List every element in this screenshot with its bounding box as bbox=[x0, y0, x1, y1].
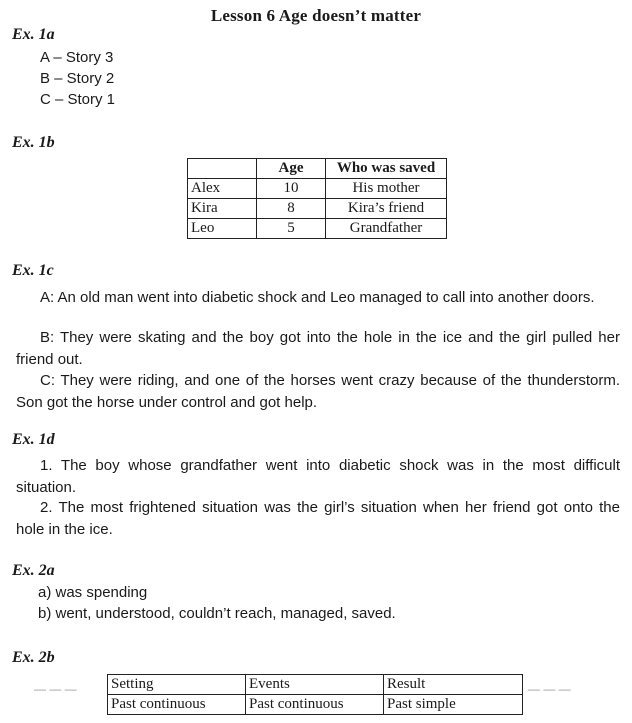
table-cell: Alex bbox=[188, 179, 257, 199]
ex-1c-paragraph: B: They were skating and the boy got into the hole in the ice and the girl pulled her friend out. bbox=[16, 329, 620, 368]
ex-1c-paragraph: C: They were riding, and one of the horses went crazy because of the thunderstorm. Son got the horse under control and got help. bbox=[16, 372, 620, 411]
ex-2a-label: Ex. 2a bbox=[12, 562, 55, 579]
ex-1a-item: C – Story 1 bbox=[40, 91, 116, 108]
ex-1c-label: Ex. 1c bbox=[12, 262, 54, 279]
ex-1d-paragraph: 1. The boy whose grandfather went into diabetic shock was in the most difficult situation. bbox=[16, 457, 620, 496]
ex-2a-item: b) went, understood, couldn’t reach, managed, saved. bbox=[38, 605, 396, 622]
ex-1a-label: Ex. 1a bbox=[12, 26, 55, 43]
table-header-cell: Who was saved bbox=[326, 159, 447, 179]
ex-1d-label: Ex. 1d bbox=[12, 431, 55, 448]
page-title: Lesson 6 Age doesn’t matter bbox=[210, 6, 422, 25]
ex-1a-item: B – Story 2 bbox=[40, 70, 115, 87]
table-header-cell: Age bbox=[257, 159, 326, 179]
table-cell: Past simple bbox=[384, 695, 523, 715]
ex-2b-label: Ex. 2b bbox=[12, 649, 55, 666]
divider-dashes: — — — bbox=[34, 682, 77, 696]
table-cell: Result bbox=[384, 675, 523, 695]
table-row bbox=[188, 179, 447, 199]
table-cell: Leo bbox=[188, 219, 257, 239]
table-cell: 5 bbox=[257, 219, 326, 239]
ex-2b-table bbox=[107, 674, 523, 715]
table-cell: Kira’s friend bbox=[326, 199, 447, 219]
table-cell: Past continuous bbox=[246, 695, 384, 715]
table-cell: 10 bbox=[257, 179, 326, 199]
ex-1a-item: A – Story 3 bbox=[40, 49, 114, 66]
table-cell: His mother bbox=[326, 179, 447, 199]
table-row bbox=[188, 199, 447, 219]
ex-1b-table bbox=[187, 158, 447, 239]
ex-1b-label: Ex. 1b bbox=[12, 134, 55, 151]
table-cell: Events bbox=[246, 675, 384, 695]
ex-1d-paragraph: 2. The most frightened situation was the girl’s situation when her friend got onto the hole in the ice. bbox=[16, 499, 620, 538]
table-cell: Grandfather bbox=[326, 219, 447, 239]
table-header-cell bbox=[188, 159, 257, 179]
table-cell: Kira bbox=[188, 199, 257, 219]
table-row bbox=[108, 695, 523, 715]
table-cell: 8 bbox=[257, 199, 326, 219]
ex-1c-paragraph: A: An old man went into diabetic shock and Leo managed to call into another doors. bbox=[40, 289, 595, 306]
table-row bbox=[188, 219, 447, 239]
table-header-row bbox=[188, 159, 447, 179]
ex-2a-item: a) was spending bbox=[38, 584, 148, 601]
table-cell: Past continuous bbox=[108, 695, 246, 715]
table-cell: Setting bbox=[108, 675, 246, 695]
table-row bbox=[108, 675, 523, 695]
divider-dashes: — — — bbox=[528, 682, 571, 696]
